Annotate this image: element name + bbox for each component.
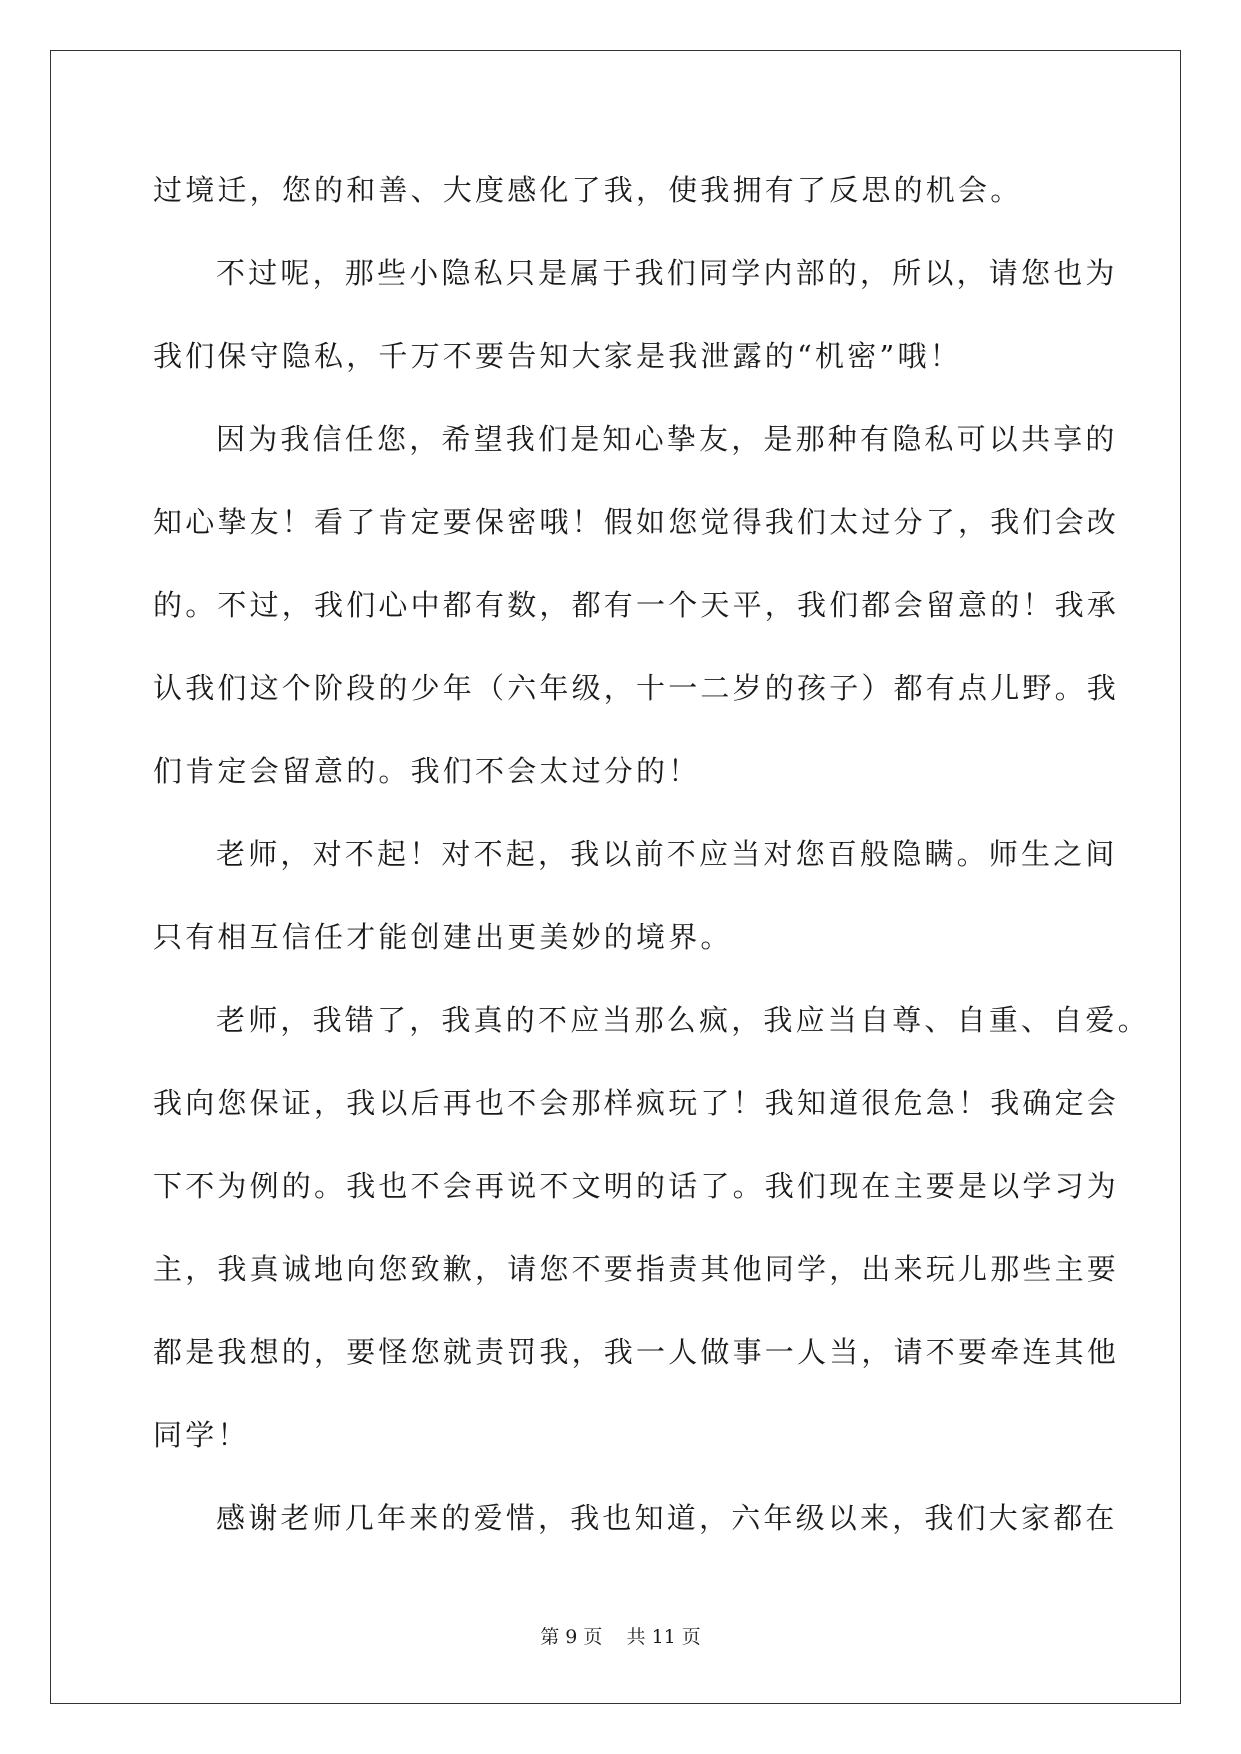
paragraph-first-line: 因为我信任您，希望我们是知心挚友，是那种有隐私可以共享的: [216, 422, 1118, 456]
text-line: 们肯定会留意的。我们不会太过分的！: [153, 754, 701, 788]
page-number-footer: 第 9 页 共 11 页: [540, 1626, 701, 1648]
paragraph-first-line: 不过呢，那些小隐私只是属于我们同学内部的，所以，请您也为: [216, 256, 1118, 290]
page-border: [50, 50, 1181, 1704]
text-line: 下不为例的。我也不会再说不文明的话了。我们现在主要是以学习为: [153, 1169, 1120, 1203]
text-line: 认我们这个阶段的少年（六年级，十一二岁的孩子）都有点儿野。我: [153, 671, 1120, 705]
text-line: 只有相互信任才能创建出更美妙的境界。: [153, 920, 733, 954]
text-line: 都是我想的，要怪您就责罚我，我一人做事一人当，请不要牵连其他: [153, 1335, 1120, 1369]
paragraph-first-line: 老师，对不起！对不起，我以前不应当对您百般隐瞒。师生之间: [216, 837, 1118, 871]
paragraph-first-line: 感谢老师几年来的爱惜，我也知道，六年级以来，我们大家都在: [216, 1501, 1118, 1535]
paragraph-first-line: 老师，我错了，我真的不应当那么疯，我应当自尊、自重、自爱。: [216, 1003, 1150, 1037]
text-line: 过境迁，您的和善、大度感化了我，使我拥有了反思的机会。: [153, 173, 1023, 207]
text-line: 我向您保证，我以后再也不会那样疯玩了！我知道很危急！我确定会: [153, 1086, 1120, 1120]
text-line: 的。不过，我们心中都有数，都有一个天平，我们都会留意的！我承: [153, 588, 1120, 622]
text-line: 同学！: [153, 1418, 250, 1452]
text-line: 主，我真诚地向您致歉，请您不要指责其他同学，出来玩儿那些主要: [153, 1252, 1120, 1286]
text-line: 知心挚友！看了肯定要保密哦！假如您觉得我们太过分了，我们会改: [153, 505, 1120, 539]
text-line: 我们保守隐私，千万不要告知大家是我泄露的“机密”哦！: [153, 339, 962, 373]
